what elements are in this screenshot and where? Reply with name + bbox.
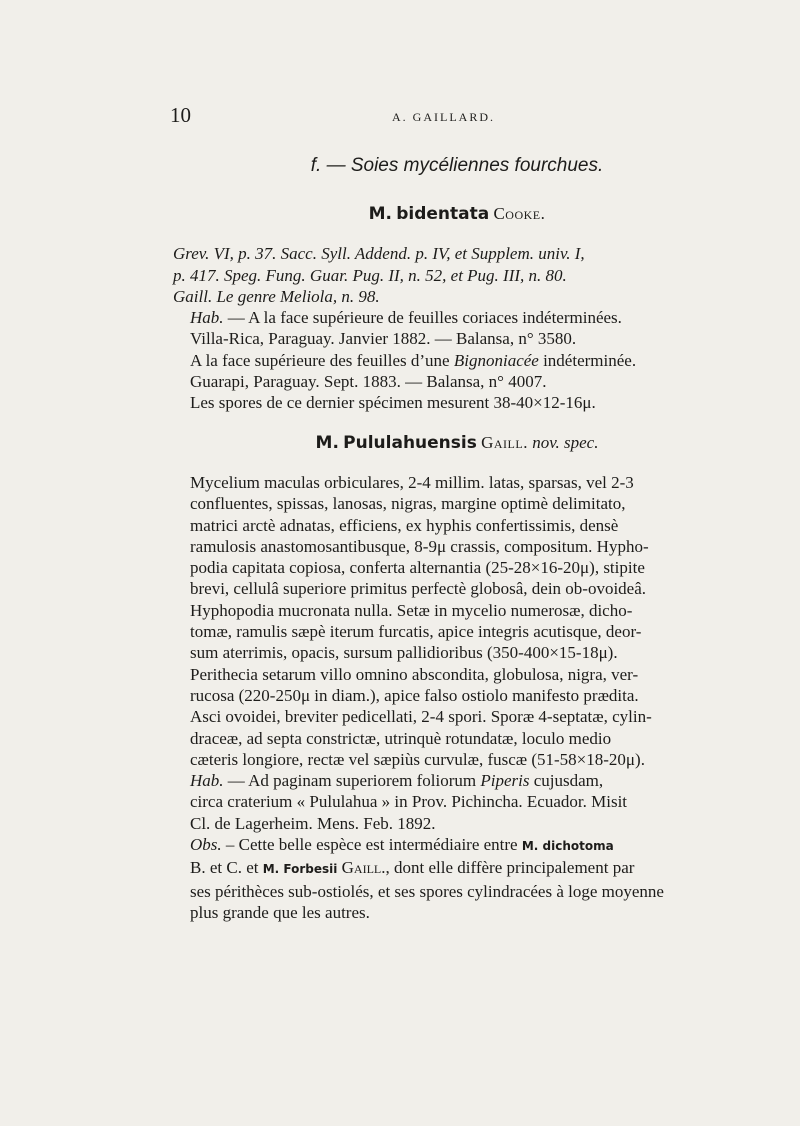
spore-note [173,392,711,413]
habitat-paragraph-latin [173,770,711,834]
description-line: brevi, cellulâ superiore primitus perfectè globosâ, dein ob-ovoideâ. [190,579,647,599]
description-line: Hyphopodia mucronata nulla. Setæ in mycelio numerosæ, dicho- [190,600,633,620]
species-reference: M. dichotoma [521,839,614,854]
page-header [170,103,710,127]
habitat-text: — A la face supérieure de feuilles coriaces indéterminées. [223,308,622,328]
description-line: rucosa (220-250μ in diam.), apice falso ostiolo manifesto prædita. [190,685,639,705]
description-line: podia capitata copiosa, conferta alternantia (25-28×16-20μ), stipite [190,558,645,578]
host-name: Bignoniacée [453,350,539,370]
species-name: Pululahuensis [343,432,477,453]
section-title: f. — Soies mycéliennes fourchues. [310,155,604,176]
observation-label: Obs. [190,835,222,855]
habitat-line [173,350,711,371]
description-line: ramulosis anastomosantibusque, 8-9μ crassis, compositum. Hypho- [190,536,649,556]
genus-abbreviation: M. [315,432,339,453]
habitat-line: Villa-Rica, Paraguay. Janvier 1882. — Balansa, n° 3580. [190,329,577,349]
habitat-text: — Ad paginam superiorem foliorum [223,771,481,791]
page-body [173,154,711,923]
species-authority: Gaill. [337,858,386,878]
species-authority: Gaill. [481,432,528,452]
host-name: Piperis [480,771,530,791]
observation-text: – Cette belle espèce est intermédiaire entre [221,835,522,855]
running-head: A. GAILLARD. [392,110,495,124]
observation-line [173,834,711,857]
description-line: Asci ovoidei, breviter pedicellati, 2-4 spori. Sporæ 4-septatæ, cylin- [190,707,652,727]
latin-description [173,472,711,770]
habitat-line [173,307,711,328]
observation-line [173,857,711,880]
reference-line: p. 417. Speg. Fung. Guar. Pug. II, n. 52, et Pug. III, n. 80. [173,265,567,285]
description-line: Perithecia setarum villo omnino abscondita, globulosa, nigra, ver- [190,664,639,684]
species-reference: M. Forbesii [262,862,338,877]
habitat-label: Hab. [190,771,224,791]
description-line: draceæ, ad septa constrictæ, utrinquè rotundatæ, loculo medio [190,728,612,748]
description-line: Mycelium maculas orbiculares, 2-4 millim. latas, sparsas, vel 2-3 [190,472,634,492]
habitat-line [173,770,711,791]
description-line: confluentes, spissas, lanosas, nigras, margine optimè delimitato, [190,494,626,514]
habitat-line: circa craterium « Pululahua » in Prov. Pichincha. Ecuador. Misit [190,792,628,812]
habitat-text: cujusdam, [529,771,604,791]
genus-abbreviation: M. [368,204,392,224]
habitat-text: A la face supérieure des feuilles d’une [190,350,454,370]
observation-text: , dont elle diffère principalement par [385,858,635,878]
habitat-line: Cl. de Lagerheim. Mens. Feb. 1892. [190,813,436,833]
habitat-line: Guarapi, Paraguay. Sept. 1883. — Balansa, n° 4007. [190,372,547,392]
species-heading-pululahuensis [173,432,711,454]
spore-note-line: Les spores de ce dernier spécimen mesurent 38-40×12-16μ. [190,393,596,413]
page-number: 10 [170,103,191,127]
observation-paragraph [173,834,711,923]
species-name: bidentata [396,204,490,224]
description-line: cæteris longiore, rectæ vel sæpiùs curvulæ, fuscæ (51-58×18-20μ). [190,749,645,769]
observation-text: B. et C. et [190,858,263,878]
reference-line: Gaill. Le genre Meliola, n. 98. [173,286,380,306]
description-line: sum aterrimis, opacis, sursum pallidioribus (350-400×15-18μ). [190,643,618,663]
habitat-text: indéterminée. [538,350,637,370]
habitat-paragraph [173,307,711,350]
references-paragraph [173,243,711,307]
observation-line: plus grande que les autres. [190,902,370,922]
habitat-label: Hab. [190,308,224,328]
novelty-note: nov. spec. [532,432,599,452]
observation-line: ses périthèces sub-ostiolés, et ses spores cylindracées à loge moyenne [190,881,664,901]
description-line: matrici arctè adnatas, efficiens, ex hyphis confertissimis, densè [190,515,619,535]
habitat-paragraph-2 [173,350,711,393]
reference-line: Grev. VI, p. 37. Sacc. Syll. Addend. p. IV, et Supplem. univ. I, [173,244,585,264]
description-line: tomæ, ramulis sæpè iterum furcatis, apice integris acutisque, deor- [190,622,642,642]
species-authority: Cooke. [493,204,546,223]
species-heading-bidentata [173,203,711,225]
